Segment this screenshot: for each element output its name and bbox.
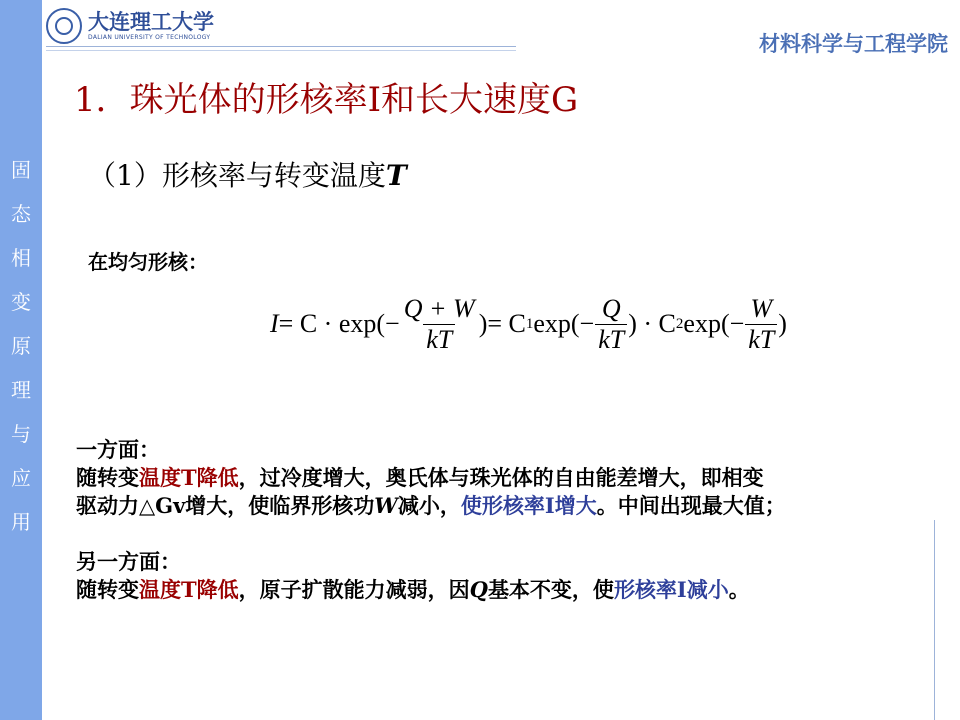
subtitle-variable: T [385,159,407,192]
sidebar-char: 应 [11,466,31,490]
variable-w: W [374,493,398,518]
uniform-nucleation-label: 在均匀形核： [88,250,208,274]
sidebar-char: 固 [11,158,31,182]
sidebar-char: 与 [11,422,31,446]
fraction-denominator: kT [595,324,627,355]
formula-subscript: 2 [675,315,684,332]
para1-line2 [76,492,936,520]
sidebar-char: 变 [11,290,31,314]
section-subtitle [88,158,407,194]
para2-line1 [76,576,936,604]
formula-part: = C · exp(− [278,309,400,338]
paragraph-gap [76,520,936,548]
highlight-rate-decrease: 形核率I减小 [613,577,729,602]
fraction-denominator: kT [745,324,777,355]
formula-part: ) · C [628,309,676,338]
text-run: 。中间出现最大值； [596,493,786,518]
highlight-temperature-drop: 温度T降低 [139,465,239,490]
college-name: 材料科学与工程学院 [759,31,948,56]
variable-q: Q [469,577,488,602]
highlight-temperature-drop: 温度T降低 [139,577,239,602]
text-run: 随转变 [76,577,139,602]
fraction-q-over-kt [595,294,627,355]
text-run: 。 [728,577,750,602]
highlight-rate-increase: 使形核率I增大 [460,493,597,518]
para1-line1 [76,464,936,492]
university-logo [46,8,214,44]
nucleation-rate-formula [270,286,787,362]
fraction-numerator: Q [601,293,621,323]
fraction-numerator: Q + W [403,293,475,323]
fraction-denominator: kT [423,324,455,355]
subtitle-text: （1）形核率与转变温度 [88,159,386,192]
text-run: 驱动力△Gv增大，使临界形核功 [76,493,375,518]
sidebar-course-title [0,160,42,556]
header-divider [46,46,516,47]
fraction-numerator: W [750,293,773,323]
formula-part: )= C [478,309,526,338]
logo-text [88,10,214,42]
explanation-body [76,436,936,604]
university-emblem-icon [46,8,82,44]
text-run: 随转变 [76,465,139,490]
sidebar-char: 原 [11,334,31,358]
sidebar-char: 理 [11,378,31,402]
para2-heading: 另一方面： [76,549,181,574]
formula-subscript: 1 [525,315,534,332]
sidebar-char: 相 [11,246,31,270]
slide-title: 1．珠光体的形核率I和长大速度G [74,80,579,120]
fraction-w-over-kt [745,294,777,355]
para1-heading: 一方面： [76,437,160,462]
sidebar [0,0,42,720]
sidebar-char: 用 [11,510,31,534]
header-divider-secondary [46,50,516,51]
formula-part: ) [778,309,787,338]
logo-name-en: DALIAN UNIVERSITY OF TECHNOLOGY [88,34,211,41]
logo-name-cn: 大连理工大学 [88,9,214,34]
formula-part: exp(− [533,309,595,338]
text-run: 基本不变，使 [487,577,614,602]
text-run: ，原子扩散能力减弱，因 [238,577,470,602]
text-run: ，过冷度增大，奥氏体与珠光体的自由能差增大，即相变 [238,465,764,490]
formula-lhs: I [270,309,279,338]
formula-part: exp(− [683,309,745,338]
sidebar-char: 态 [11,202,31,226]
text-run: 减小， [397,493,461,518]
fraction-qw-over-kt [401,294,478,355]
